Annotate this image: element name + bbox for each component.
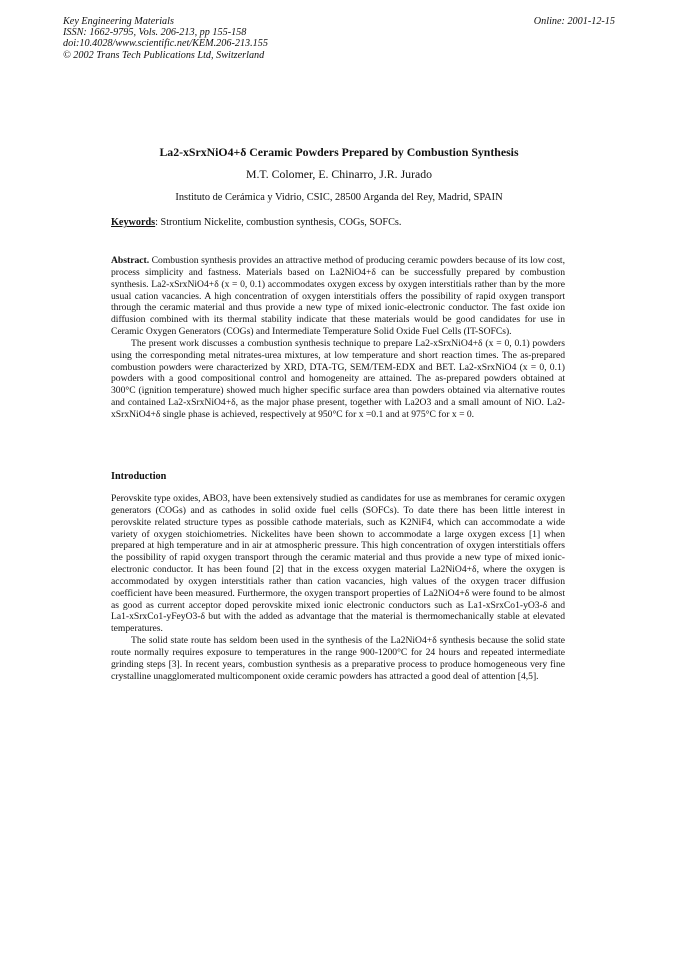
introduction-paragraph-2: The solid state route has seldom been used in the synthesis of the La2NiO4+δ synthesis because the solid state route normally requires exposure to temperatures in the range 900-1200°C for 24 hours and repeated intermediate grinding steps [3]. In recent years, combustion synthesis as a preparative process to produce homogeneous very fine crystalline unagglomerated multicomponent oxide ceramic powders has attracted a good deal of attention [4,5].	[111, 635, 565, 682]
keywords-text: Strontium Nickelite, combustion synthesis, COGs, SOFCs.	[160, 217, 402, 228]
online-date: Online: 2001-12-15	[533, 16, 615, 27]
abstract-paragraph-2: The present work discusses a combustion synthesis technique to prepare La2-xSrxNiO4+δ (x = 0, 0.1) powders using the corresponding metal nitrates-urea mixtures, at low temperature and short reaction times. The as-prepared combustion powders were characterized by XRD, DTA-TG, SEM/TEM-EDX and BET. La2-xSrxNiO4 (x = 0, 0.1) powders with a good compositional control and homogeneity are attained. The as-prepared powders obtained at 300°C (ignition temperature) showed much higher specific surface area than powders obtained via alternative routes and contained La2-xSrxNiO4+δ, as the major phase present, together with La2O3 and a small amount of NiO. La2-xSrxNiO4+δ single phase is achieved, respectively at 950°C for x =0.1 and at 975°C for x = 0.	[111, 337, 565, 420]
introduction-heading: Introduction	[111, 471, 167, 482]
doi-link[interactable]: doi:10.4028/www.scientific.net/KEM.206-213.155	[63, 38, 268, 50]
abstract-section	[111, 255, 565, 421]
paper-authors: M.T. Colomer, E. Chinarro, J.R. Jurado	[245, 167, 433, 181]
introduction-paragraph-1: Perovskite type oxides, ABO3, have been extensively studied as candidates for use as membranes for ceramic oxygen generators (COGs) and as cathodes in solid oxide fuel cells (SOFCs). To date there has been little interest in perovskite related structure types as possible cathode materials, such as K2NiF4, which can accommodate a wide variety of oxygen stoichiometries. Nickelites have been shown to accommodate a large oxygen excess [1] when prepared at high temperature and in air at atmospheric pressure. This high concentration of oxygen interstitials offers the possibility of rapid oxygen transport through the ceramic material and thus provide a new type of mixed ionic-electronic conductor. It has been found [2] that in the excess oxygen material La2NiO4+δ, where the oxygen is accommodated by oxygen interstitials rather than cation vacancies, high values of the oxygen tracer diffusion coefficient have been measured. Furthermore, the oxygen transport properties of La2NiO4+δ were found to be almost as good as current acceptor doped perovskite mixed ionic electronic conductors such as La1-xSrxCo1-yO3-δ and La1-xSrxCo1-yFeyO3-δ but with the added as advantage that the material is thermomechanically stable at elevated temperatures.	[111, 493, 565, 635]
abstract-paragraph-1	[111, 255, 565, 338]
paper-affiliation: Instituto de Cerámica y Vidrio, CSIC, 28500 Arganda del Rey, Madrid, SPAIN	[175, 192, 503, 203]
abstract-label: Abstract.	[111, 255, 150, 266]
copyright-line: © 2002 Trans Tech Publications Ltd, Switzerland	[63, 49, 265, 61]
journal-header	[63, 16, 268, 61]
abstract-text-1: Combustion synthesis provides an attractive method of producing ceramic powders because of its low cost, process simplicity and fastness. Materials based on La2NiO4+δ can be successfully prepared by combustion synthesis. La2-xSrxNiO4+δ (x = 0, 0.1) accommodates oxygen excess by oxygen interstitials rather than by the more usual cation vacancies. A high concentration of oxygen interstitials offers the possibility of rapid oxygen transport through the ceramic material and thus provide a new type of mixed ionic-electronic conductor. The fast oxide ion diffusion combined with its thermal stability indicate that these materials would be good candidates for use in Ceramic Oxygen Generators (COGs) and Intermediate Temperature Solid Oxide Fuel Cells (IT-SOFCs).	[111, 255, 565, 338]
issn-line: ISSN: 1662-9795, Vols. 206-213, pp 155-158	[63, 27, 247, 39]
paper-title: La2-xSrxNiO4+δ Ceramic Powders Prepared by Combustion Synthesis	[159, 145, 519, 159]
keywords-line: Keywords: Strontium Nickelite, combustion synthesis, COGs, SOFCs.	[111, 217, 402, 228]
introduction-section	[111, 493, 565, 683]
keywords-label: Keywords	[111, 217, 156, 228]
journal-name: Key Engineering Materials	[63, 16, 174, 27]
